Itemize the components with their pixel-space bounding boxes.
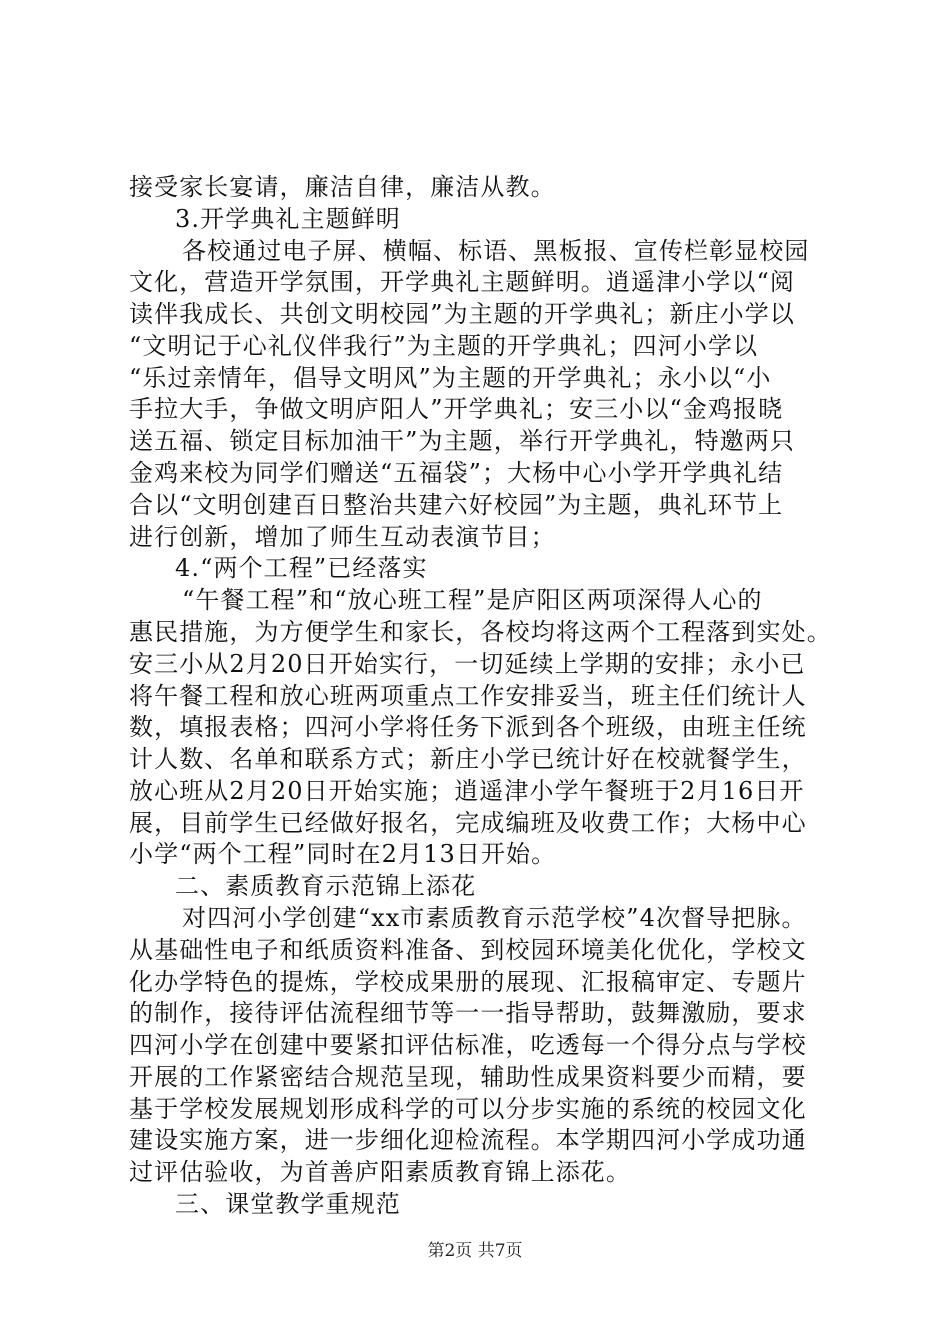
text-line: 文化，营造开学氛围，开学典礼主题鲜明。逍遥津小学以“阅 [129,268,795,296]
text-line: 计人数、名单和联系方式；新庄小学已统计好在校就餐学生， [129,745,807,773]
text-line: 从基础性电子和纸质资料准备、到校园环境美化优化，学校文 [129,936,807,964]
text-line: 化办学特色的提炼，学校成果册的展现、汇报稿审定、专题片 [129,968,807,996]
text-line: 数，填报表格；四河小学将任务下派到各个班级，由班主任统 [129,713,807,741]
page-number-footer: 第2页 共7页 [427,1241,523,1261]
text-line: 惠民措施，为方便学生和家长，各校均将这两个工程落到实处。 [129,618,832,646]
section-heading: 3.开学典礼主题鲜明 [175,205,401,233]
section-heading: 三、课堂教学重规范 [175,1190,401,1218]
text-line: 对四河小学创建“xx市素质教育示范学校”4次督导把脉。 [182,904,807,932]
text-line: 过评估验收，为首善庐阳素质教育锦上添花。 [129,1158,631,1186]
text-line: 开展的工作紧密结合规范呈现，辅助性成果资料要少而精，要 [129,1063,807,1091]
text-line: 接受家长宴请，廉洁自律，廉洁从教。 [129,173,556,201]
section-heading: 4.“两个工程”已经落实 [175,554,428,582]
text-line: 进行创新，增加了师生互动表演节目； [129,523,556,551]
text-line: “乐过亲情年，倡导文明风”为主题的开学典礼；永小以“小 [129,364,772,392]
text-line: 金鸡来校为同学们赠送“五福袋”；大杨中心小学开学典礼结 [129,459,784,487]
text-line: 手拉大手，争做文明庐阳人”开学典礼；安三小以“金鸡报晓 [129,395,784,423]
text-line: 将午餐工程和放心班两项重点工作安排妥当，班主任们统计人 [129,682,807,710]
text-line: 建设实施方案，进一步细化迎检流程。本学期四河小学成功通 [129,1126,807,1154]
text-line: “文明记于心礼仪伴我行”为主题的开学典礼；四河小学以 [129,332,759,360]
text-line: 合以“文明创建百日整治共建六好校园”为主题，典礼环节上 [129,491,784,519]
text-line: 放心班从2月20日开始实施；逍遥津小学午餐班于2月16日开 [129,777,805,805]
text-line: 各校通过电子屏、横幅、标语、黑板报、宣传栏彰显校园 [182,237,810,265]
text-line: 基于学校发展规划形成科学的可以分步实施的系统的校园文化 [129,1095,807,1123]
text-line: 展，目前学生已经做好报名，完成编班及收费工作；大杨中心 [129,809,807,837]
text-line: 四河小学在创建中要紧扣评估标准，吃透每一个得分点与学校 [129,1031,807,1059]
section-heading: 二、素质教育示范锦上添花 [175,872,477,900]
text-line: 读伴我成长、共创文明校园”为主题的开学典礼；新庄小学以 [129,300,795,328]
text-line: “午餐工程”和“放心班工程”是庐阳区两项深得人心的 [182,586,763,614]
text-line: 送五福、锁定目标加油干”为主题，举行开学典礼，特邀两只 [129,427,795,455]
text-line: 安三小从2月20日开始实行，一切延续上学期的安排；永小已 [129,650,806,678]
text-line: 小学“两个工程”同时在2月13日开始。 [129,840,557,868]
text-line: 的制作，接待评估流程细节等一一指导帮助，鼓舞激励，要求 [129,999,807,1027]
